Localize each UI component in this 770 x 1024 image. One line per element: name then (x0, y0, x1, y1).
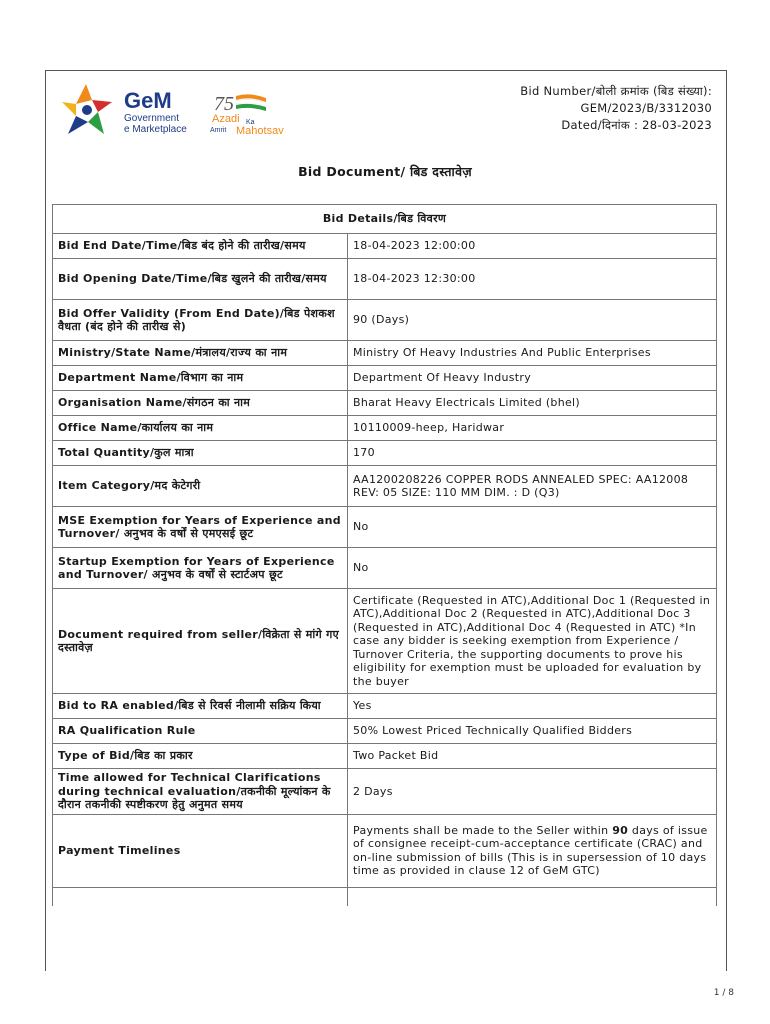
row-value: Yes (348, 694, 717, 719)
azadi-logo-line1: Azadi (212, 113, 240, 125)
table-row (53, 694, 717, 719)
row-value: AA1200208226 COPPER RODS ANNEALED SPEC: AA12008 REV: 05 SIZE: 110 MM DIM. : D (Q3) (348, 466, 717, 507)
row-label: Total Quantity/कुल मात्रा (53, 441, 348, 466)
azadi-logo-line4: Mahotsav (236, 125, 284, 136)
page-number: 1 / 8 (713, 988, 734, 998)
table-row (53, 507, 717, 548)
payment-days: 90 (612, 823, 629, 837)
row-value: 90 (Days) (348, 300, 717, 341)
table-row (53, 589, 717, 694)
table-row (53, 391, 717, 416)
bid-number-label: Bid Number/बोली क्रमांक (बिड संख्या): (520, 84, 712, 98)
table-row (53, 234, 717, 259)
document-title: Bid Document/ बिड दस्तावेज़ (298, 164, 472, 179)
azadi-logo-mark: 75 (214, 93, 234, 115)
dated-value: 28-03-2023 (642, 118, 712, 132)
table-row (53, 441, 717, 466)
row-value (348, 814, 717, 887)
row-value: Bharat Heavy Electricals Limited (bhel) (348, 391, 717, 416)
tricolor-flag-icon (236, 94, 266, 111)
row-label: Bid to RA enabled/बिड से रिवर्स नीलामी सक्रिय किया (53, 694, 348, 719)
row-label: RA Qualification Rule (53, 719, 348, 744)
gem-logo-name: GeM (124, 88, 172, 113)
row-value: 2 Days (348, 769, 717, 815)
table-row (53, 744, 717, 769)
row-value: 18-04-2023 12:30:00 (348, 259, 717, 300)
table-row (53, 259, 717, 300)
table-row (53, 814, 717, 887)
azadi-ka-amrit-mahotsav-logo (210, 90, 320, 136)
row-value: Department Of Heavy Industry (348, 366, 717, 391)
row-label: Startup Exemption for Years of Experience and Turnover/ अनुभव के वर्षों से स्टार्टअप छूट (53, 548, 348, 589)
table-row (53, 300, 717, 341)
row-value: Two Packet Bid (348, 744, 717, 769)
table-heading: Bid Details/बिड विवरण (53, 205, 717, 234)
row-value: No (348, 507, 717, 548)
table-row (53, 769, 717, 815)
dated-label: Dated/दिनांक : (561, 118, 639, 132)
row-label: Time allowed for Technical Clarifications during technical evaluation/तकनीकी मूल्यांकन के दौरान तकनीकी स्पष्टीकरण हेतु अनुमत समय (53, 769, 348, 815)
row-label: Bid Opening Date/Time/बिड खुलने की तारीख/समय (53, 259, 348, 300)
payment-text-pre: Payments shall be made to the Seller within (353, 823, 613, 837)
row-label: Organisation Name/संगठन का नाम (53, 391, 348, 416)
payment-text-post: days of issue of consignee receipt-cum-acceptance certificate (CRAC) and on-line submission of bills (This is in supersession of 10 days time as provided in clause 12 of GeM GTC) (353, 823, 708, 877)
row-value-empty (348, 887, 717, 906)
row-value: 18-04-2023 12:00:00 (348, 234, 717, 259)
row-value: 10110009-heep, Haridwar (348, 416, 717, 441)
row-label: Department Name/विभाग का नाम (53, 366, 348, 391)
row-label: Type of Bid/बिड का प्रकार (53, 744, 348, 769)
row-label: Office Name/कार्यालय का नाम (53, 416, 348, 441)
row-label-empty (53, 887, 348, 906)
row-label: Bid Offer Validity (From End Date)/बिड पेशकश वैधता (बंद होने की तारीख से) (53, 300, 348, 341)
row-label: Document required from seller/विक्रेता से मांगे गए दस्तावेज़ (53, 589, 348, 694)
table-row (53, 341, 717, 366)
table-row-continuation (53, 887, 717, 906)
row-value: No (348, 548, 717, 589)
table-row (53, 548, 717, 589)
bid-meta (520, 83, 712, 134)
row-value: 170 (348, 441, 717, 466)
gem-star-icon (62, 84, 112, 134)
row-value: Certificate (Requested in ATC),Additional Doc 1 (Requested in ATC),Additional Doc 2 (Requested in ATC),Additional Doc 3 (Requested in ATC),Additional Doc 4 (Requested in ATC) *In case any bidder is seeking exemption from Experience / Turnover Criteria, the supporting documents to prove his eligibility for exemption must be uploaded for evaluation by the buyer (348, 589, 717, 694)
bid-details-table (52, 204, 717, 906)
bid-date-line (520, 117, 712, 134)
gem-logo (62, 82, 202, 140)
bid-number: GEM/2023/B/3312030 (580, 101, 712, 115)
azadi-logo-line2: Ka (246, 119, 255, 126)
table-row (53, 416, 717, 441)
azadi-logo-line3: Amrit (210, 127, 227, 134)
table-heading-row (53, 205, 717, 234)
table-row (53, 366, 717, 391)
row-label: Payment Timelines (53, 814, 348, 887)
table-row (53, 466, 717, 507)
table-row (53, 719, 717, 744)
gem-logo-line2: e Marketplace (124, 124, 187, 135)
gem-logo-line1: Government (124, 113, 180, 124)
row-label: Ministry/State Name/मंत्रालय/राज्य का नाम (53, 341, 348, 366)
row-value: 50% Lowest Priced Technically Qualified Bidders (348, 719, 717, 744)
row-label: MSE Exemption for Years of Experience and Turnover/ अनुभव के वर्षों से एमएसई छूट (53, 507, 348, 548)
row-value: Ministry Of Heavy Industries And Public Enterprises (348, 341, 717, 366)
row-label: Bid End Date/Time/बिड बंद होने की तारीख/समय (53, 234, 348, 259)
row-label: Item Category/मद केटेगरी (53, 466, 348, 507)
